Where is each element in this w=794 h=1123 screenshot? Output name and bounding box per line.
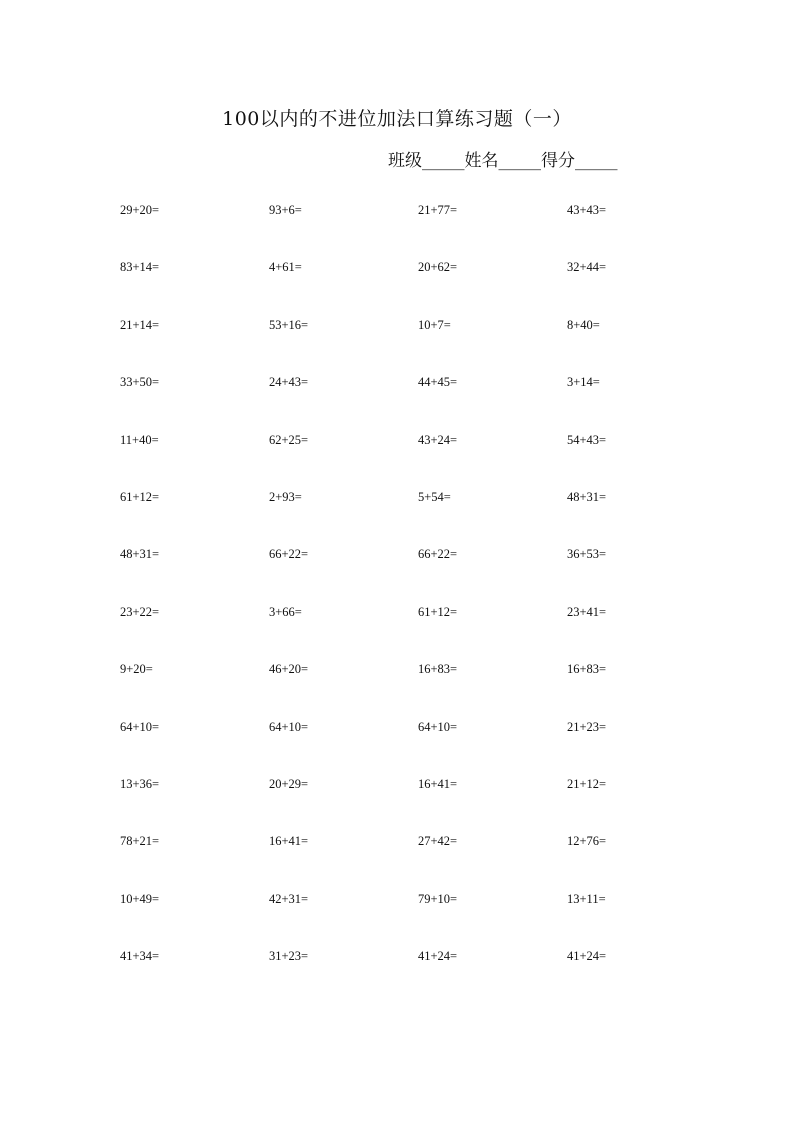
problem-item: 93+6=	[269, 203, 302, 217]
problem-row	[120, 655, 680, 712]
problem-item: 41+24=	[418, 949, 458, 964]
problem-row	[120, 598, 680, 655]
problem-item: 10+7=	[418, 317, 451, 332]
problem-item: 27+42=	[418, 834, 458, 849]
problem-item: 78+21=	[120, 834, 160, 849]
problem-item: 8+40=	[567, 317, 600, 332]
problem-item: 16+83=	[567, 662, 607, 677]
problem-item: 79+10=	[418, 891, 458, 906]
problem-row	[120, 368, 680, 425]
problem-row	[120, 426, 680, 483]
problem-item: 21+77=	[418, 203, 458, 217]
score-field: 得分_____	[541, 151, 618, 171]
problem-grid	[120, 196, 680, 999]
problem-item: 66+22=	[269, 547, 309, 562]
problem-item: 13+11=	[567, 891, 606, 906]
problem-item: 61+12=	[418, 604, 458, 619]
problem-item: 10+49=	[120, 891, 160, 906]
problem-item: 48+31=	[567, 489, 607, 504]
problem-row	[120, 713, 680, 770]
problem-row	[120, 483, 680, 540]
problem-item: 3+14=	[567, 375, 600, 390]
problem-item: 64+10=	[418, 719, 458, 734]
problem-item: 41+34=	[120, 949, 160, 964]
problem-item: 3+66=	[269, 604, 302, 619]
name-field: 姓名_____	[464, 151, 541, 171]
problem-item: 16+41=	[269, 834, 309, 849]
problem-item: 53+16=	[269, 317, 309, 332]
problem-row	[120, 311, 680, 368]
problem-item: 36+53=	[567, 547, 607, 562]
problem-item: 64+10=	[269, 719, 309, 734]
student-info-line	[388, 146, 618, 171]
problem-row	[120, 942, 680, 999]
problem-item: 20+62=	[418, 260, 458, 275]
problem-item: 62+25=	[269, 432, 309, 447]
problem-item: 21+14=	[120, 317, 160, 332]
problem-item: 42+31=	[269, 891, 309, 906]
problem-item: 43+43=	[567, 203, 607, 217]
problem-item: 64+10=	[120, 719, 160, 734]
problem-item: 66+22=	[418, 547, 458, 562]
problem-row	[120, 253, 680, 310]
problem-item: 9+20=	[120, 662, 153, 677]
problem-row	[120, 540, 680, 597]
problem-item: 29+20=	[120, 203, 160, 217]
problem-item: 44+45=	[418, 375, 458, 390]
problem-item: 12+76=	[567, 834, 607, 849]
problem-item: 21+23=	[567, 719, 607, 734]
problem-item: 16+41=	[418, 776, 458, 791]
problem-row	[120, 885, 680, 942]
problem-item: 11+40=	[120, 432, 159, 447]
problem-item: 43+24=	[418, 432, 458, 447]
problem-item: 61+12=	[120, 489, 160, 504]
problem-item: 4+61=	[269, 260, 302, 275]
problem-item: 23+41=	[567, 604, 607, 619]
problem-item: 46+20=	[269, 662, 309, 677]
problem-item: 2+93=	[269, 489, 302, 504]
class-field: 班级_____	[388, 151, 465, 171]
problem-item: 20+29=	[269, 776, 309, 791]
problem-item: 21+12=	[567, 776, 607, 791]
problem-item: 16+83=	[418, 662, 458, 677]
problem-item: 33+50=	[120, 375, 160, 390]
problem-item: 48+31=	[120, 547, 160, 562]
problem-item: 32+44=	[567, 260, 607, 275]
problem-row	[120, 827, 680, 884]
problem-item: 23+22=	[120, 604, 160, 619]
problem-item: 5+54=	[418, 489, 451, 504]
problem-item: 54+43=	[567, 432, 607, 447]
problem-item: 41+24=	[567, 949, 607, 964]
problem-item: 83+14=	[120, 260, 160, 275]
problem-row	[120, 196, 680, 253]
problem-row	[120, 770, 680, 827]
problem-item: 31+23=	[269, 949, 309, 964]
problem-item: 24+43=	[269, 375, 309, 390]
problem-item: 13+36=	[120, 776, 160, 791]
worksheet-title: 100以内的不进位加法口算练习题（一）	[222, 108, 572, 130]
